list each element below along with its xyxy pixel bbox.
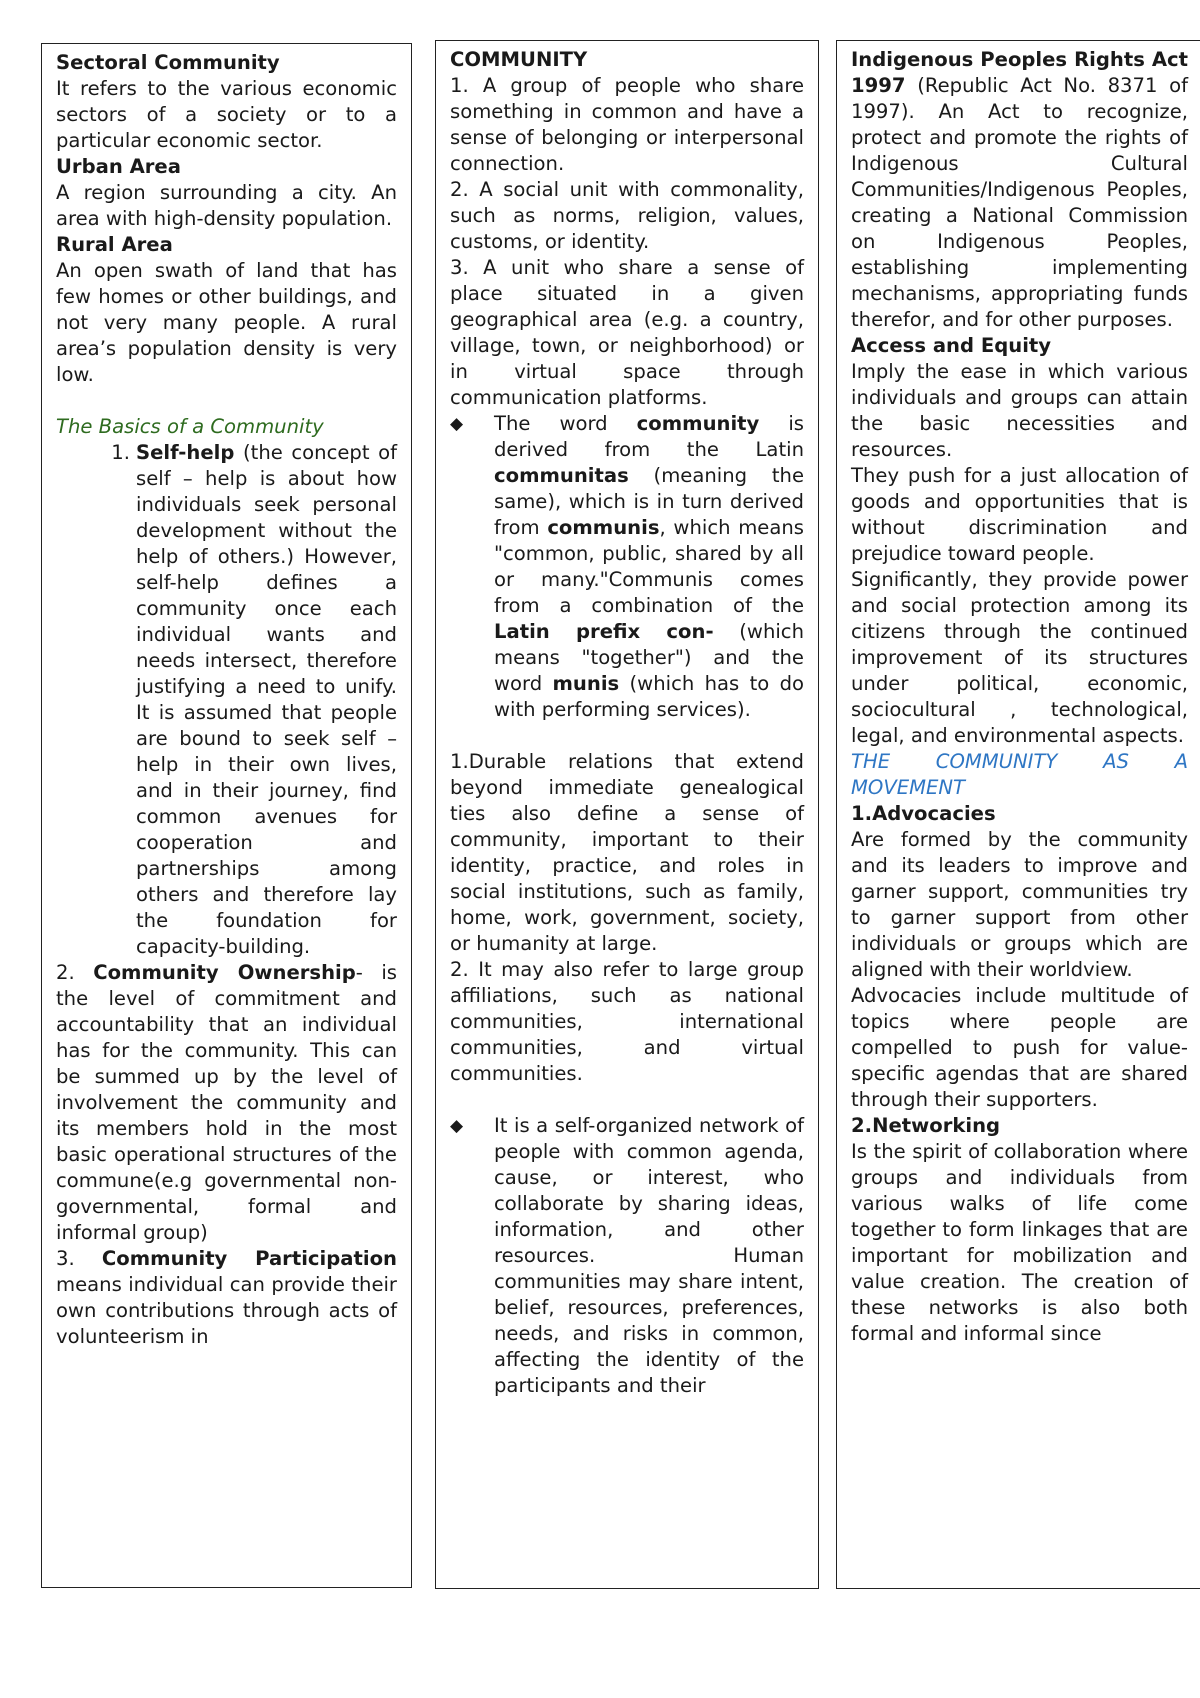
column-left: [41, 43, 412, 1588]
diamond-bullet-icon: ◆: [450, 414, 464, 434]
community-definition-3: 3. A unit who share a sense of place situated in a given geographical area (e.g. a country, village, town, or neighborhood) or in virtual space through communication platforms.: [450, 256, 804, 409]
list-number: 1.: [111, 441, 130, 464]
advocacies-paragraph-1: Are formed by the community and its leaders to improve and garner support, communities try to garner support from other individuals or groups which are aligned with their worldview.: [851, 828, 1188, 981]
spacer: [450, 1087, 804, 1113]
community-ownership-term: Community Ownership: [93, 961, 356, 984]
basics-heading: The Basics of a Community: [56, 415, 324, 438]
column-middle: [435, 40, 819, 1589]
community-ownership-definition: - is the level of commitment and accountability that an individual has for the community. This can be summed up by the level of involvement the community and its members hold in the most basic operational structures of the commune(e.g governmental non-governmental, formal and informal group): [56, 961, 397, 1244]
text-run: , which means "common, public, shared by all or many."Communis comes from a combination of the: [494, 516, 804, 617]
sectoral-community-text: It refers to the various economic sectors of a society or to a particular economic sector.: [56, 77, 397, 152]
access-equity-heading: Access and Equity: [851, 334, 1052, 357]
relations-paragraph-1: 1.Durable relations that extend beyond immediate genealogical ties also define a sense of community, important to their identity, practice, and roles in social institutions, such as family, home, work, government, society, or humanity at large.: [450, 750, 804, 955]
list-number: 2.: [56, 961, 94, 984]
community-definition-2: 2. A social unit with commonality, such as norms, religion, values, customs, or identity.: [450, 178, 804, 253]
community-participation-term: Community Participation: [101, 1247, 397, 1270]
text-run: is derived from the Latin: [494, 412, 805, 461]
term-munis: munis: [552, 672, 620, 695]
network-text: It is a self-organized network of people with common agenda, cause, or interest, who collaborate by sharing ideas, information, and other resources. Human communities may share intent, belief, resources, preferences, needs, and risks in common, affecting the identity of the participants and their: [494, 1114, 804, 1397]
community-ownership-paragraph: [56, 960, 397, 1246]
self-help-term: Self-help: [136, 441, 235, 464]
etymology-bullet: [450, 411, 804, 723]
term-communitas: communitas: [494, 464, 629, 487]
access-equity-paragraph-1: Imply the ease in which various individuals and groups can attain the basic necessities and resources.: [851, 360, 1188, 461]
community-definition-1: 1. A group of people who share something in common and have a sense of belonging or interpersonal connection.: [450, 74, 804, 175]
network-bullet: [450, 1113, 804, 1399]
rural-area-text: An open swath of land that has few homes or other buildings, and not very many people. A rural area’s population density is very low.: [56, 259, 397, 386]
self-help-definition: (the concept of self – help is about how individuals seek personal development without the help of others.) However, self-help defines a community once each individual wants and needs intersect, therefore justifying a need to unify. It is assumed that people are bound to seek self –help in their own lives, and in their journey, find common avenues for cooperation and partnerships among others and therefore lay the foundation for capacity-building.: [136, 441, 397, 958]
ipra-paragraph: [851, 47, 1188, 333]
urban-area-heading: Urban Area: [56, 155, 181, 178]
term-communis: communis: [547, 516, 660, 539]
advocacies-paragraph-2: Advocacies include multitude of topics where people are compelled to push for value-specific agendas that are shared through their supporters.: [851, 984, 1188, 1111]
advocacies-heading: 1.Advocacies: [851, 802, 996, 825]
column-right: [836, 40, 1200, 1589]
access-equity-paragraph-3: Significantly, they provide power and social protection among its citizens through the continued improvement of its structures under political, economic, sociocultural , technological, legal, and environmental aspects.: [851, 568, 1188, 747]
community-participation-paragraph: [56, 1246, 397, 1350]
rural-area-heading: Rural Area: [56, 233, 173, 256]
list-item-text: [136, 440, 397, 960]
diamond-bullet-icon: ◆: [450, 1116, 464, 1136]
access-equity-paragraph-2: They push for a just allocation of goods and opportunities that is without discrimination and prejudice toward people.: [851, 464, 1188, 565]
list-number: 3.: [56, 1247, 102, 1270]
spacer: [450, 723, 804, 749]
networking-paragraph: Is the spirit of collaboration where groups and individuals from various walks of life come together to form linkages that are important for mobilization and value creation. The creation of these networks is also both formal and informal since: [851, 1140, 1188, 1345]
networking-heading: 2.Networking: [851, 1114, 1001, 1137]
community-heading: COMMUNITY: [450, 48, 588, 71]
term-latin-prefix: Latin prefix con-: [494, 620, 714, 643]
text-run: (meaning the same), which is in turn derived from: [494, 464, 804, 539]
text-run: (which has to do with performing services).: [494, 672, 804, 721]
term-community: community: [636, 412, 760, 435]
urban-area-text: A region surrounding a city. An area with high-density population.: [56, 181, 397, 230]
sectoral-community-heading: Sectoral Community: [56, 51, 280, 74]
text-run: The word: [494, 412, 637, 435]
ipra-text: (Republic Act No. 8371 of 1997). An Act to recognize, protect and promote the rights of Indigenous Cultural Communities/Indigenous Peoples, creating a National Commission on Indigenous Peoples, establishing implementing mechanisms, appropriating funds therefor, and for other purposes.: [851, 74, 1188, 331]
relations-paragraph-2: 2. It may also refer to large group affiliations, such as national communities, international communities, and virtual communities.: [450, 958, 804, 1085]
text-run: (which means "together") and the word: [494, 620, 804, 695]
ipra-term: Indigenous Peoples Rights Act 1997: [851, 48, 1188, 97]
etymology-text: [494, 411, 804, 723]
spacer: [56, 388, 397, 414]
movement-heading: THE COMMUNITY AS A MOVEMENT: [851, 750, 1188, 799]
list-item-self-help: [56, 440, 397, 960]
community-participation-definition: means individual can provide their own contributions through acts of volunteerism in: [56, 1273, 397, 1348]
